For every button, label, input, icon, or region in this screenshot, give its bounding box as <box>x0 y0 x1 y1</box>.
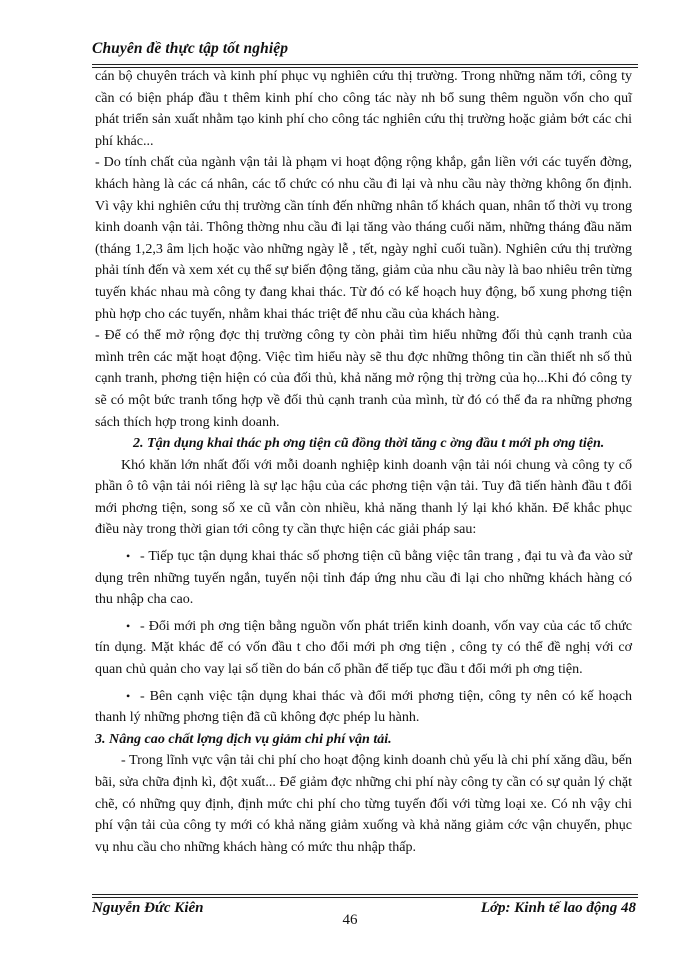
section-heading: 3. Nâng cao chất lợng dịch vụ giảm chi phí vận tải. <box>95 730 392 747</box>
body-text <box>95 66 632 858</box>
footer-rule <box>92 894 638 898</box>
paragraph: - Trong lĩnh vực vận tải chi phí cho hoạt động kinh doanh chủ yếu là chi phí xăng dầu, bến bãi, sửa chữa định kì, đột xuất... Để giảm đợc những chi phí này công ty cần có sự quản lý chặt chẽ, có những quy định, định mức chi phí cho từng tuyến đối với từng loại xe. Có nh vậy chi phí vận tải của công ty mới có khả năng giảm xuống và khả năng giảm cớc vận chuyển, phục vụ nhu cầu cho những khách hàng có mức thu nhập thấp. <box>95 752 632 855</box>
paragraph: cán bộ chuyên trách và kinh phí phục vụ nghiên cứu thị trường. Trong những năm tới, công ty cần có biện pháp đầu t thêm kinh phí cho công tác này nh bổ sung thêm nguồn vốn cho quĩ phát triển sản xuất nhằm tạo kinh phí cho công tác nghiên cứu thị trường hoặc giảm bớt các chi phí khác... <box>95 68 632 149</box>
bullet-item <box>95 616 632 681</box>
bullet-text: - Tiếp tục tận dụng khai thác số phơng tiện cũ bằng việc tân trang , đại tu và đa vào sử dụng trên những tuyến ngắn, tuyến nội tỉnh đáp ứng nhu cầu đi lại cho những khách hàng có thu nhập cha cao. <box>95 548 632 608</box>
bullet-icon: • <box>126 549 131 564</box>
footer-class: Lớp: Kinh tế lao động 48 <box>480 900 636 916</box>
bullet-text: - Bên cạnh việc tận dụng khai thác và đổi mới phơng tiện, công ty nên có kế hoạch thanh lý những phơng tiện đã cũ không đợc phép lu hành. <box>95 687 632 726</box>
paragraph: Khó khăn lớn nhất đối với mỗi doanh nghiệp kinh doanh vận tải nói chung và công ty cổ phần ô tô vận tải nói riêng là sự lạc hậu của các phơng tiện vận tải. Tuy đã tiến hành đầu t đổi mới phơng tiện, song số xe cũ vẫn còn nhiều, khả năng thanh lý lại khó khăn. Để khắc phục điều này trong thời gian tới công ty cần thực hiện các giải pháp sau: <box>95 456 632 538</box>
paragraph: - Để có thể mở rộng đợc thị trường công ty còn phải tìm hiểu những đối thủ cạnh tranh của mình trên các mặt hoạt động. Việc tìm hiểu này sẽ thu đợc những thông tin cần thiết nh số thủ cạnh tranh, phơng tiện hiện có của đối thủ, khả năng mở rộng thị trờng của họ...Khi đó công ty sẽ có một bức tranh tổng hợp về đối thủ cạnh tranh của mình, từ đó có thể đa ra những phơng sách thích hợp trong kinh doanh. <box>95 327 632 430</box>
bullet-item <box>95 686 632 729</box>
running-header: Chuyên đề thực tập tốt nghiệp <box>92 40 289 57</box>
bullet-text: - Đổi mới ph ơng tiện bằng nguồn vốn phát triển kinh doanh, vốn vay của các tổ chức tín dụng. Mặt khác để có vốn đầu t cho đổi mới ph ơng tiện , công ty có thể đề nghị với cơ quan chủ quản cho vay lại số tiền do bán cổ phần để tiếp tục đầu t đổi mới ph ơng tiện. <box>95 617 632 678</box>
bullet-icon: • <box>126 618 131 633</box>
bullet-icon: • <box>126 688 131 703</box>
bullet-item <box>95 546 632 611</box>
footer-author: Nguyễn Đức Kiên <box>92 900 204 916</box>
paragraph: - Do tính chất của ngành vận tải là phạm vi hoạt động rộng khắp, gắn liền với các tuyến đờng, khách hàng là các cá nhân, các tổ chức có nhu cầu đi lại và nhu cầu này thờng không ổn định. Vì vậy khi nghiên cứu thị trường cần tính đến những nhân tố khách quan, nhân tố thời vụ trong kinh doanh vận tải. Thông thờng nhu cầu đi lại tăng vào tháng cuối năm, những tháng đầu năm (tháng 1,2,3 âm lịch hoặc vào những ngày lễ , tết, ngày nghỉ cuối tuần). Nghiên cứu thị trường phải tính đến và xem xét cụ thể sự biến động tăng, giảm của nhu cầu này là bao nhiêu trên từng tuyến khác nhau mà công ty đang khai thác. Từ đó có kế hoạch huy động, bổ xung phơng tiện phù hợp cho các tuyến, nhằm khai thác triệt để nhu cầu của khách hàng. <box>95 154 632 322</box>
page-number: 46 <box>342 912 358 928</box>
section-heading: 2. Tận dụng khai thác ph ơng tiện cũ đồng thời tăng c ờng đầu t mới ph ơng tiện. <box>133 435 605 452</box>
